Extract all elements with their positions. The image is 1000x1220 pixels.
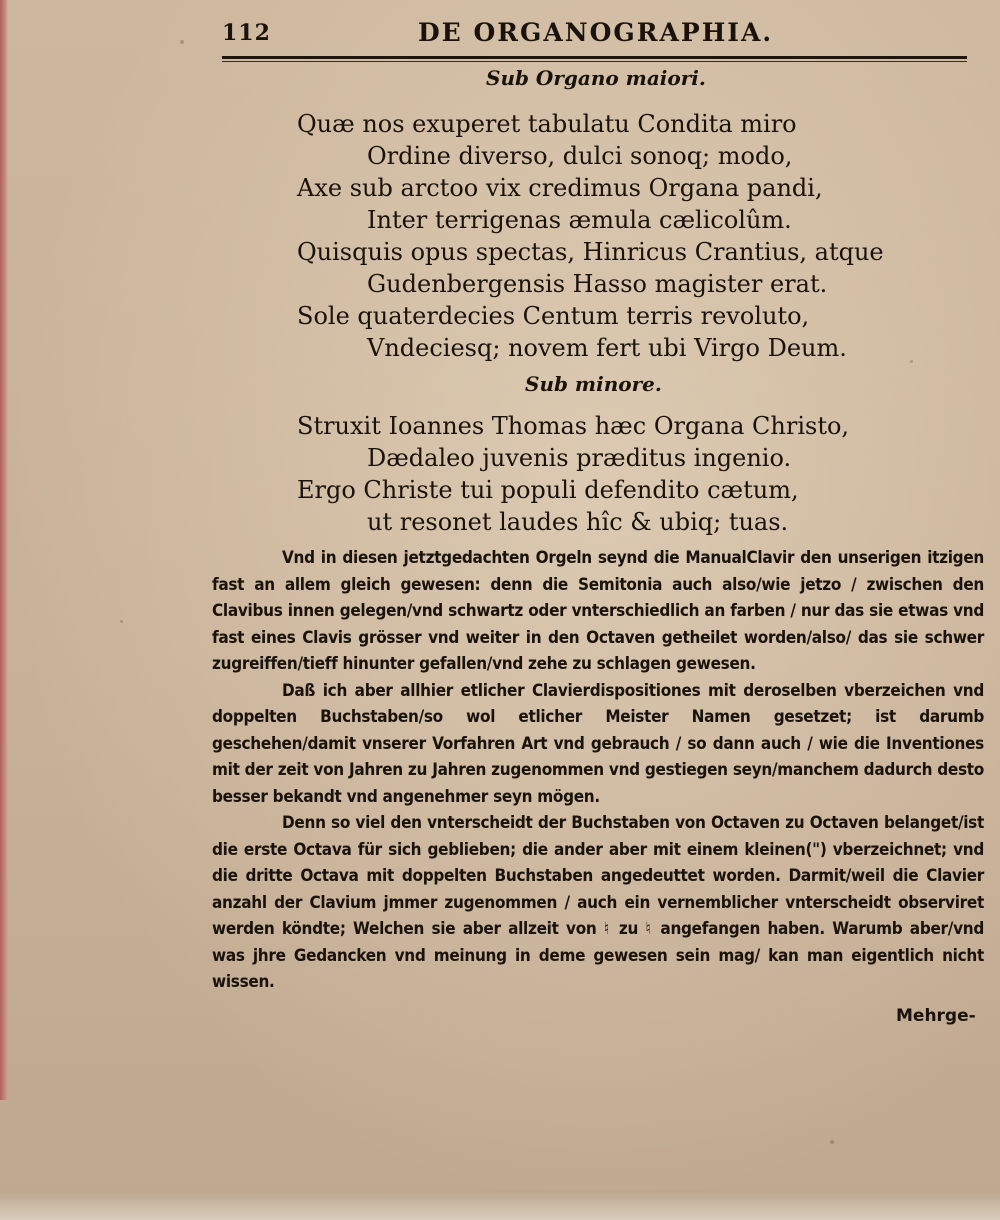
prose-paragraph: Vnd in diesen jetztgedachten Orgeln seynd die ManualClavir den unserigen itzigen fast an allem gleich gewesen: denn die Semitonia auch also/wie jetzo / zwischen den Clavibus innen gelegen/vnd schwartz oder vnterschiedlich an farben / nur das sie etwas vnd fast eines Clavis grösser vnd weiter in den Octaven getheilet worden/also/ das sie schwer zugreiffen/tieff hinunter gefallen/vnd zehe zu schlagen gewesen. bbox=[212, 548, 984, 674]
verse-line: Ergo Christe tui populi defendito cætum, bbox=[297, 476, 799, 504]
paper-speck bbox=[180, 40, 184, 44]
verse-line: Quæ nos exuperet tabulatu Condita miro bbox=[297, 110, 797, 138]
paper-speck bbox=[120, 620, 123, 623]
page-number: 112 bbox=[222, 20, 271, 46]
verse-line: Vndeciesq; novem fert ubi Virgo Deum. bbox=[367, 334, 847, 362]
page-edge bbox=[0, 0, 8, 1100]
prose-paragraph: Daß ich aber allhier etlicher Clavierdispositiones mit deroselben vberzeichen vnd doppelten Buchstaben/so wol etlicher Meister Namen gesetzet; ist darumb geschehen/damit vnserer Vorfahren Art vnd gebrauch / so dann auch / wie die Inventiones mit der zeit von Jahren zu Jahren zugenommen vnd gestiegen seyn/manchem dadurch desto besser bekandt vnd angenehmer seyn mögen. bbox=[212, 680, 984, 807]
section-title-maiori: Sub Organo maiori. bbox=[486, 66, 706, 90]
page-bottom-edge bbox=[0, 1190, 1000, 1220]
verse-line: Quisquis opus spectas, Hinricus Crantius, atque bbox=[297, 238, 884, 266]
verse-line: Ordine diverso, dulci sonoq; modo, bbox=[367, 142, 793, 170]
verse-block-maiori bbox=[297, 108, 884, 364]
verse-line: Struxit Ioannes Thomas hæc Organa Christo, bbox=[297, 412, 850, 440]
running-head: DE ORGANOGRAPHIA. bbox=[418, 18, 774, 47]
verse-line: ut resonet laudes hîc & ubiq; tuas. bbox=[367, 508, 789, 536]
prose-paragraph: Denn so viel den vnterscheidt der Buchstaben von Octaven zu Octaven belanget/ist die erste Octava für sich geblieben; die ander aber mit einem kleinen(") vberzeichnet; vnd die dritte Octava mit doppelten Buchstaben angedeuttet worden. Darmit/weil die Clavier anzahl der Clavium jmmer zugenommen / auch ein vernemblicher vnterscheidt observiret werden köndte; Welchen sie aber allzeit von ♮ zu ♮ angefangen haben. Warumb aber/vnd was jhre Gedancken vnd meinung in deme gewesen sein mag/ kan man eigentlich nicht wissen. bbox=[212, 813, 984, 992]
paper-speck bbox=[830, 1140, 834, 1144]
verse-line: Gudenbergensis Hasso magister erat. bbox=[367, 270, 828, 298]
verse-line: Inter terrigenas æmula cælicolûm. bbox=[367, 206, 792, 234]
header-rule bbox=[222, 56, 967, 59]
verse-line: Sole quaterdecies Centum terris revoluto, bbox=[297, 302, 810, 330]
catchword: Mehrge- bbox=[896, 1006, 976, 1026]
section-title-minore: Sub minore. bbox=[525, 372, 662, 396]
verse-block-minore bbox=[297, 410, 849, 538]
prose-body bbox=[212, 545, 984, 996]
paper-speck bbox=[910, 360, 913, 363]
verse-line: Dædaleo juvenis præditus ingenio. bbox=[367, 444, 792, 472]
verse-line: Axe sub arctoo vix credimus Organa pandi, bbox=[297, 174, 823, 202]
header-rule-thin bbox=[222, 61, 967, 62]
page-header bbox=[222, 18, 982, 52]
